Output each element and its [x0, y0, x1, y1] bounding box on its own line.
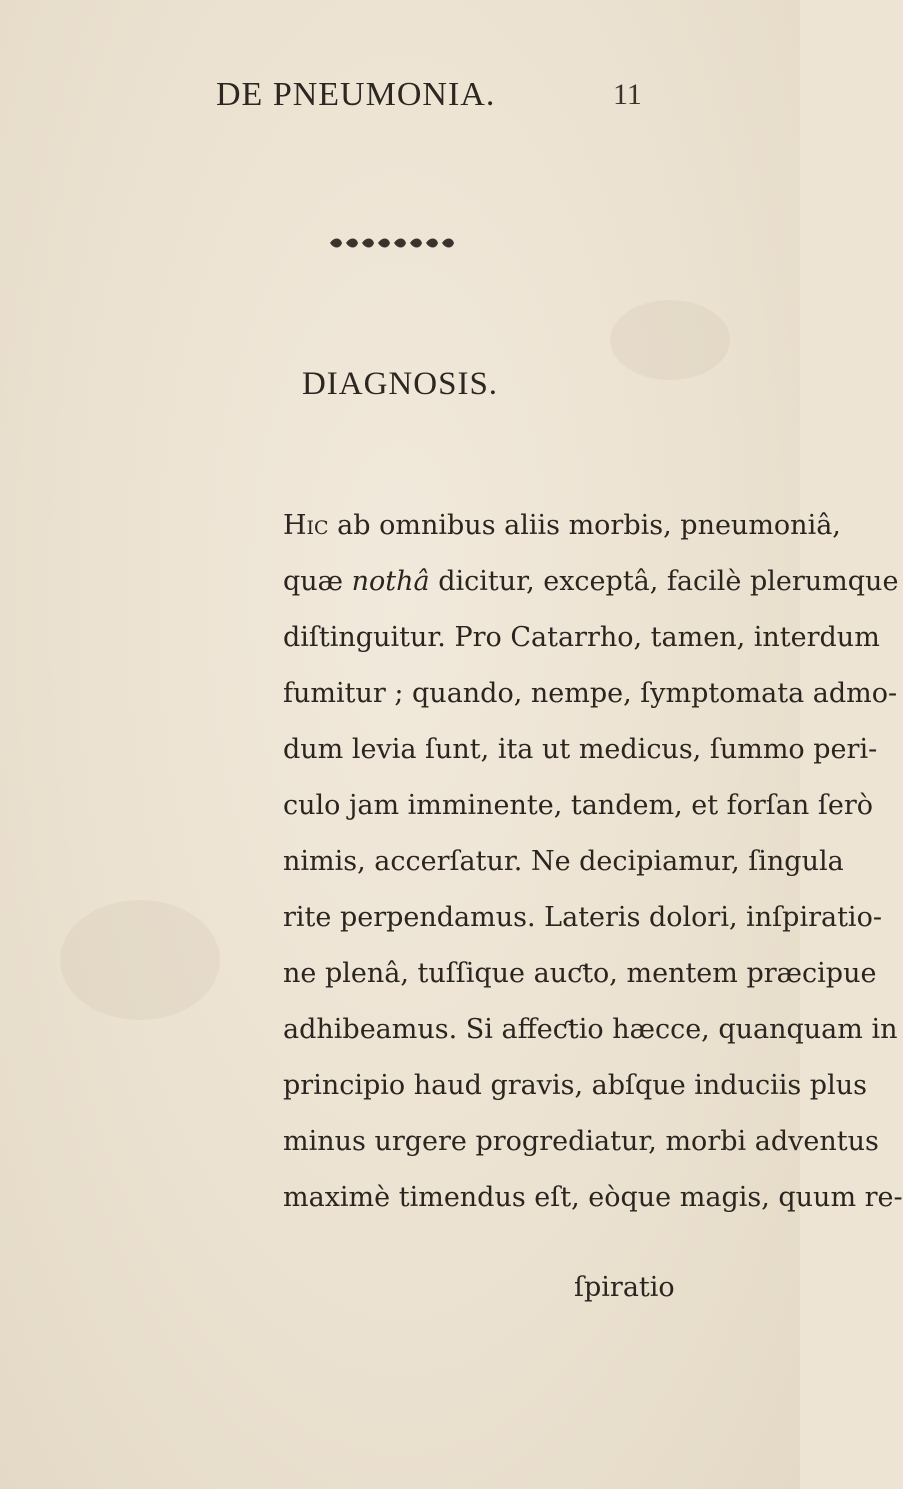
text-line: diſtinguitur. Pro Catarrho, tamen, interdum — [283, 622, 880, 653]
text-line: maximè timendus eſt, eòque magis, quum re- — [283, 1182, 903, 1213]
catchword: ſpiratio — [574, 1272, 675, 1303]
text-line: nimis, accerſatur. Ne decipiamur, ſingula — [283, 846, 844, 877]
text-line — [283, 498, 841, 554]
printers-ornament-icon — [328, 236, 468, 250]
text-line: minus urgere progrediatur, morbi adventus — [283, 1126, 879, 1157]
paper-stain — [60, 900, 220, 1020]
italic-term: nothâ — [351, 566, 430, 597]
body-paragraph — [283, 498, 903, 1226]
text-line: fumitur ; quando, nempe, ſymptomata admo- — [283, 678, 898, 709]
running-head — [0, 76, 800, 116]
text-line — [283, 554, 899, 610]
text-line: principio haud gravis, abſque induciis plus — [283, 1070, 867, 1101]
section-heading: DIAGNOSIS. — [301, 366, 499, 402]
text-line: adhibeamus. Si affeƈtio hæcce, quanquam in — [283, 1014, 898, 1045]
text-line-content: quæ — [283, 566, 352, 597]
text-line: dum levia ſunt, ita ut medicus, ſummo peri- — [283, 734, 878, 765]
page-number: 11 — [613, 78, 642, 111]
text-line: rite perpendamus. Lateris dolori, inſpiratio- — [283, 902, 882, 933]
text-line: ne plenâ, tuſſique auƈto, mentem præcipue — [283, 958, 877, 989]
text-line-content: dicitur, exceptâ, facilè plerumque — [429, 566, 899, 597]
running-title: DE PNEUMONIA. — [216, 76, 496, 113]
initial-word: Hic — [283, 510, 329, 541]
text-line: culo jam imminente, tandem, et forſan ſerò — [283, 790, 873, 821]
text-line-content: ab omnibus aliis morbis, pneumoniâ, — [328, 510, 841, 541]
